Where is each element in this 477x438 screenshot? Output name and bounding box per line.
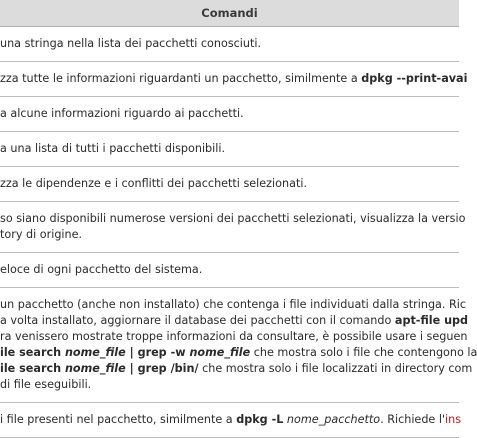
description-line [0, 211, 466, 227]
text-segment: una stringa nella lista dei pacchetti conosciuti. [0, 37, 262, 50]
description-line [0, 377, 459, 393]
link-text[interactable]: ins [445, 413, 462, 426]
text-segment: a alcune informazioni riguardo ai pacchetti. [0, 107, 244, 120]
text-segment: di file eseguibili. [0, 378, 92, 391]
text-segment: un pacchetto (anche non installato) che contenga i file individuati dalla stringa. Ric [0, 298, 467, 311]
table-row [0, 27, 459, 62]
text-segment: nome_pacchetto [286, 413, 381, 426]
description-line [0, 313, 469, 329]
description-line [0, 141, 459, 157]
table-row [0, 132, 459, 167]
text-segment: eloce di ogni pacchetto del sistema. [0, 263, 203, 276]
text-segment: ile search [0, 346, 65, 359]
description-line [0, 106, 459, 122]
text-segment: nome_file [189, 346, 251, 359]
text-segment: . Richiede l' [380, 413, 446, 426]
text-segment: che mostra solo i file localizzati in directory com [198, 362, 473, 375]
description-line [0, 227, 459, 243]
text-segment: ile search [0, 362, 65, 375]
text-segment: zza le dipendenze e i conflitti dei pacchetti selezionati. [0, 177, 308, 190]
text-segment: i file presenti nel pacchetto, similmente a [0, 413, 237, 426]
text-segment: | grep /bin/ [125, 362, 199, 375]
description-line [0, 71, 468, 87]
text-segment: apt-file upd [394, 314, 469, 327]
table-row [0, 253, 459, 288]
description-line [0, 345, 477, 361]
table-row [0, 62, 468, 97]
text-segment: nome_file [64, 346, 126, 359]
text-segment: dpkg --print-avai [361, 72, 468, 85]
table-row [0, 202, 466, 253]
text-segment: nome_file [64, 362, 126, 375]
text-segment: che mostra solo i file che contengono la [250, 346, 477, 359]
table-body [0, 27, 477, 438]
text-segment: | grep -w [125, 346, 190, 359]
description-line [0, 36, 459, 52]
text-segment: dpkg -L [236, 413, 284, 426]
table-row [0, 97, 459, 132]
text-segment: a una lista di tutti i pacchetti disponibili. [0, 142, 226, 155]
text-segment: tory di origine. [0, 228, 83, 241]
description-line [0, 297, 467, 313]
table-row [0, 288, 477, 403]
description-line [0, 262, 459, 278]
table-row [0, 167, 459, 202]
text-segment: zza tutte le informazioni riguardanti un pacchetto, similmente a [0, 72, 362, 85]
text-segment: so siano disponibili numerose versioni dei pacchetti selezionati, visualizza la versio [0, 212, 466, 225]
description-line [0, 412, 462, 428]
description-line [0, 329, 468, 345]
header-title: Comandi [201, 6, 258, 20]
description-line [0, 176, 459, 192]
text-segment: ra venissero mostrate troppe informazioni da consultare, è possibile usare i seguen [0, 330, 468, 343]
table-header [0, 0, 459, 27]
table-row [0, 403, 462, 438]
text-segment: a volta installato, aggiornare il database dei pacchetti con il comando [0, 314, 395, 327]
description-line [0, 361, 473, 377]
